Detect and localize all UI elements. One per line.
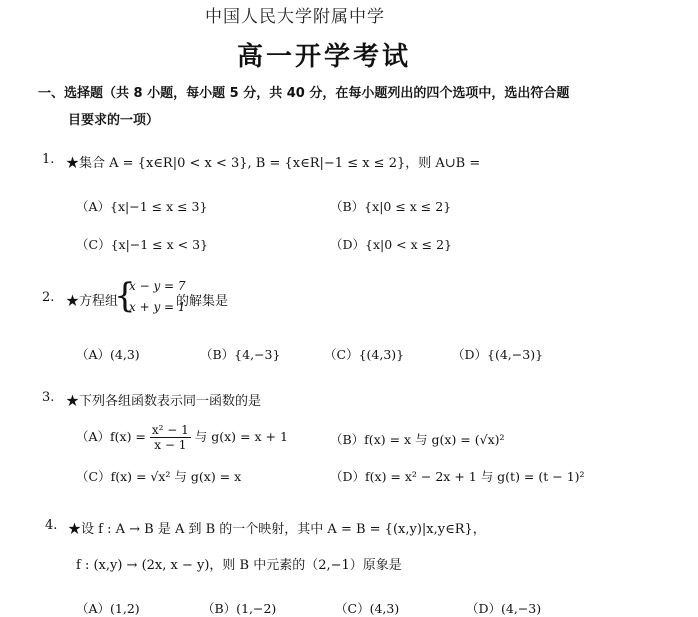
question-1-option-c: （C）{x|−1 ≤ x < 3} — [76, 237, 209, 252]
equation-1: x − y = 7 — [129, 279, 186, 293]
fraction-denominator: x − 1 — [154, 438, 187, 452]
question-4-option-d: （D）(4,−3) — [466, 601, 542, 616]
question-1-option-b: （B）{x|0 ≤ x ≤ 2} — [330, 199, 452, 214]
question-4-text: ★设 f : A → B 是 A 到 B 的一个映射，其中 A = B = {(x,y)|x,y∈R}， — [68, 522, 486, 537]
question-number: 3. — [42, 390, 55, 405]
question-number: 4. — [45, 518, 58, 533]
question-4-option-a: （A）(1,2) — [76, 601, 140, 616]
question-4-text-line2: f : (x,y) → (2x, x − y)，则 B 中元素的（2,−1）原象是 — [76, 558, 402, 573]
equation-2: x + y = 1 — [129, 300, 186, 314]
question-4-option-c: （C）(4,3) — [335, 601, 400, 616]
section-heading-line1: 一、选择题（共 8 小题，每小题 5 分，共 40 分，在每小题列出的四个选项中，选出符合题 — [38, 86, 570, 101]
question-number: 2. — [42, 290, 55, 305]
option-a-lhs: （A）f(x) = — [76, 429, 146, 444]
question-2-suffix: 的解集是 — [176, 294, 229, 309]
question-3-option-a — [76, 422, 288, 452]
question-3-option-c: （C）f(x) = √x² 与 g(x) = x — [76, 469, 242, 484]
question-1-option-d: （D）{x|0 < x ≤ 2} — [330, 237, 452, 252]
option-a-rhs: 与 g(x) = x + 1 — [194, 429, 288, 444]
system-brace: { — [114, 276, 136, 316]
exam-title: 高一开学考试 — [237, 42, 412, 72]
fraction-numerator: x² − 1 — [151, 423, 189, 437]
school-name: 中国人民大学附属中学 — [205, 7, 385, 27]
question-2-option-b: （B）{4,−3} — [200, 347, 281, 362]
question-2-option-a: （A）(4,3) — [76, 347, 140, 362]
question-3-option-b: （B）f(x) = x 与 g(x) = (√x)² — [330, 432, 505, 447]
question-4-option-b: （B）(1,−2) — [202, 601, 277, 616]
question-2-option-d: （D）{(4,−3)} — [452, 347, 544, 362]
question-2-prefix: ★方程组 — [66, 294, 119, 309]
question-2-option-c: （C）{(4,3)} — [324, 347, 405, 362]
section-heading-line2: 目要求的一项） — [68, 113, 160, 128]
question-3-option-d: （D）f(x) = x² − 2x + 1 与 g(t) = (t − 1)² — [330, 469, 585, 484]
question-1-text: ★集合 A = {x∈R|0 < x < 3}, B = {x∈R|−1 ≤ x ≤ 2}，则 A∪B = — [66, 156, 481, 171]
fraction — [150, 423, 191, 452]
question-number: 1. — [42, 152, 55, 167]
question-1-option-a: （A）{x|−1 ≤ x ≤ 3} — [76, 199, 208, 214]
question-3-text: ★下列各组函数表示同一函数的是 — [66, 394, 262, 409]
